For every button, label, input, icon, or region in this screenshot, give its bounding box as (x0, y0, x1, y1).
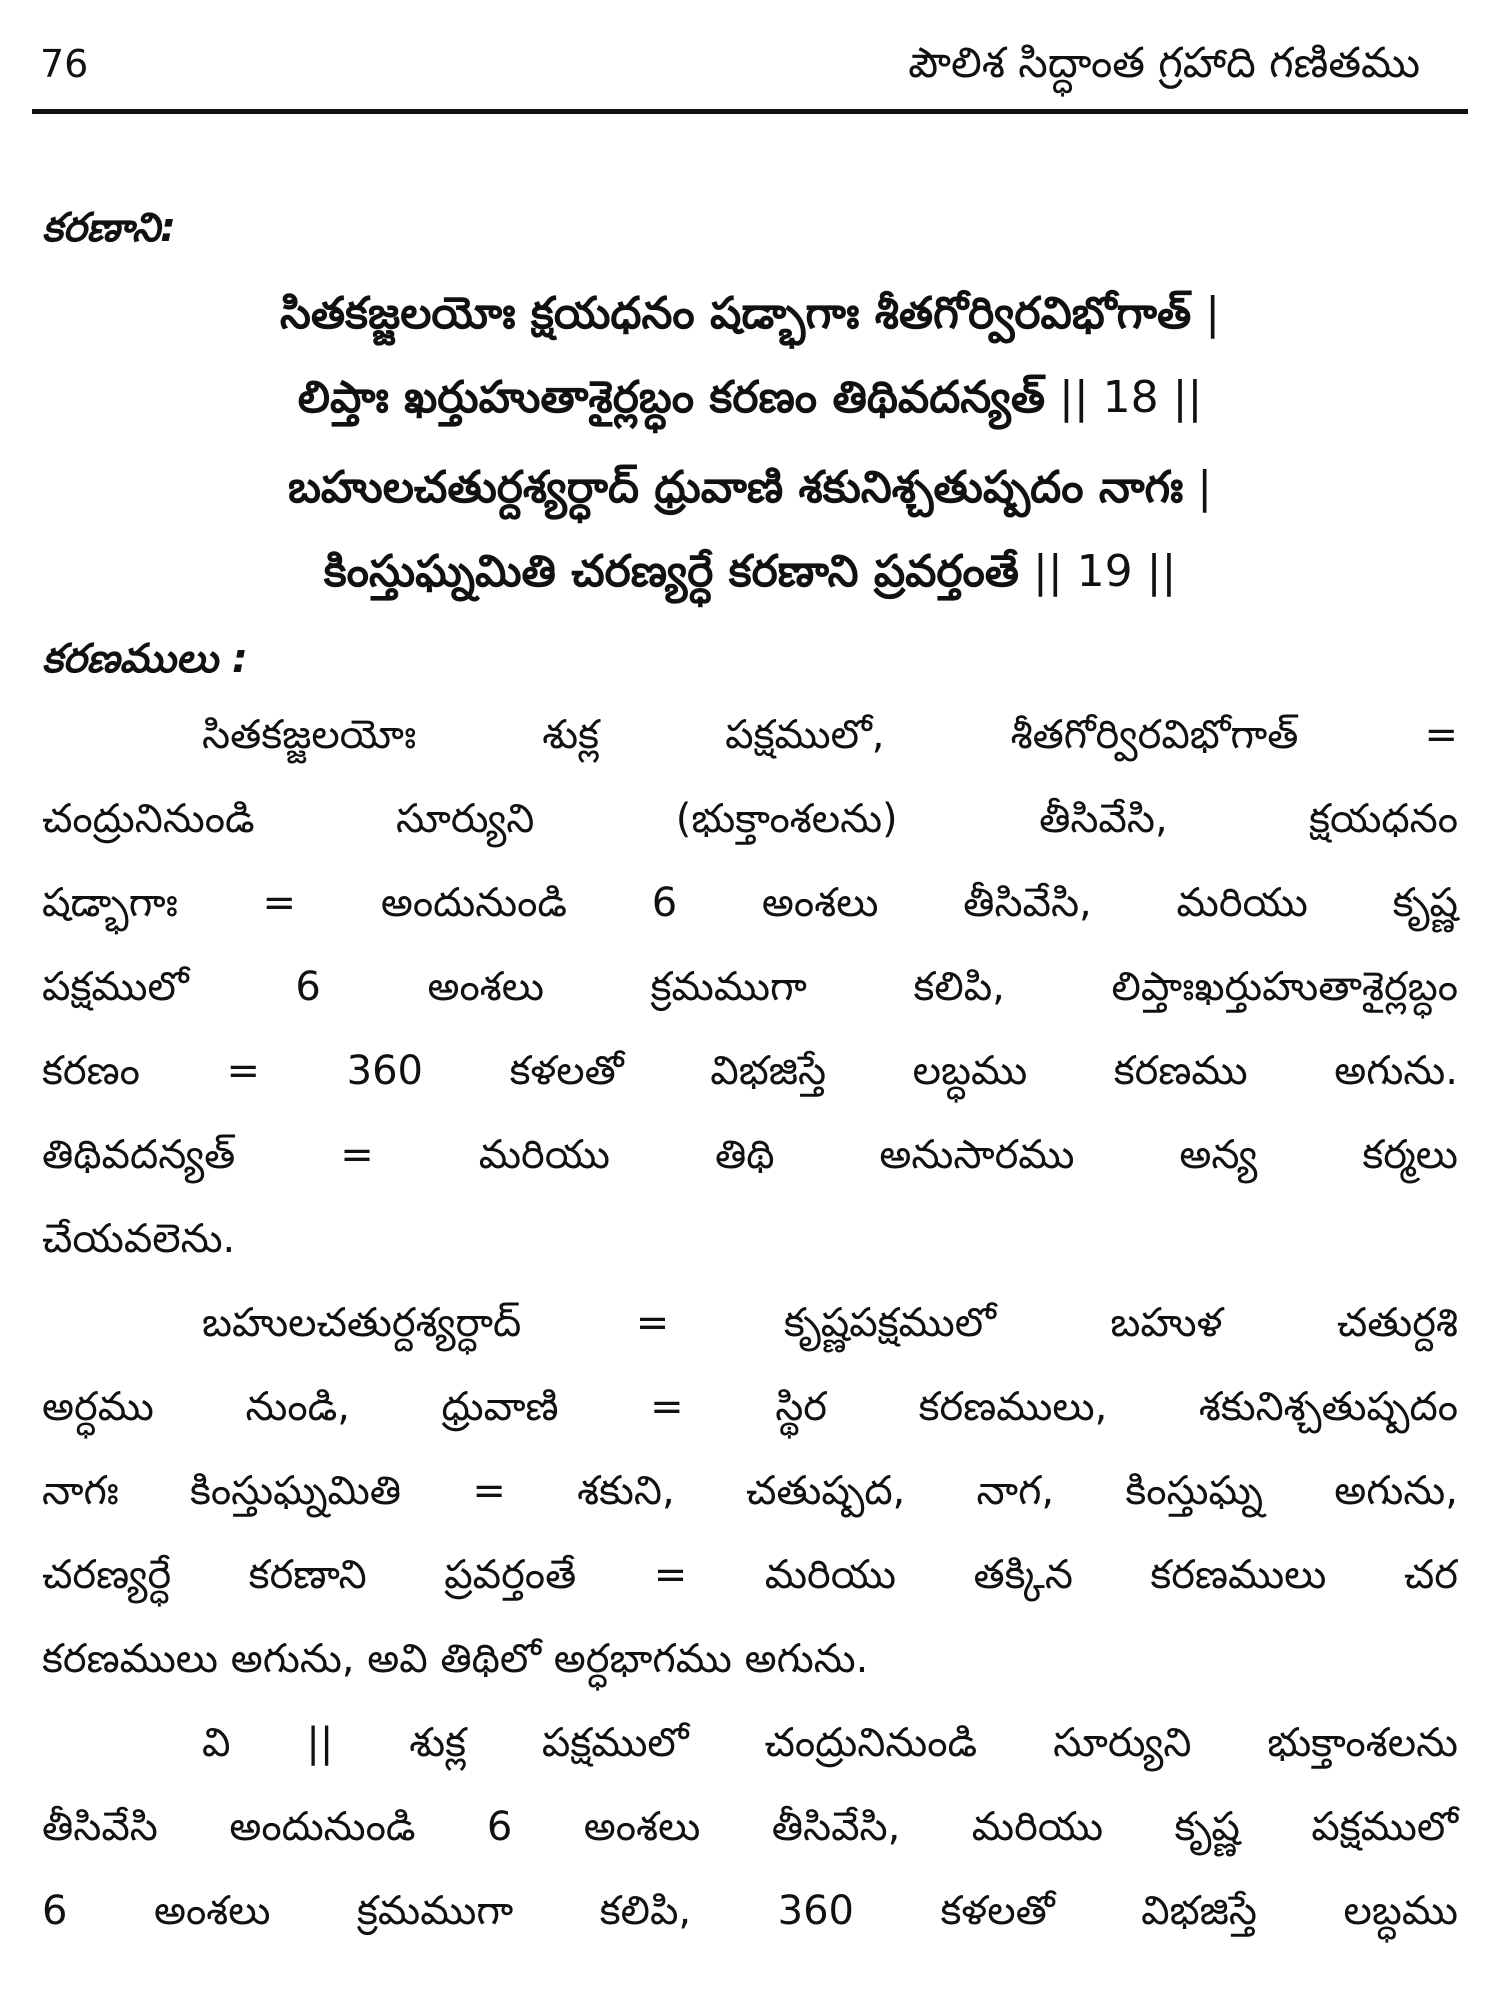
page-number: 76 (40, 42, 89, 86)
paragraph-line: వి || శుక్ల పక్షములో చంద్రునినుండి సూర్యుని భుక్తాంశలను (202, 1720, 1458, 1766)
paragraph-line: కరణములు అగును, అవి తిథిలో అర్ధభాగము అగును. (42, 1636, 869, 1682)
verse-mark: | (1191, 288, 1221, 339)
paragraph-line: షడ్భాగాః = అందునుండి 6 అంశలు తీసివేసి, మరియు కృష్ణ (42, 880, 1458, 926)
paragraph-line: చేయవలెను. (42, 1216, 236, 1262)
paragraph-line: బహులచతుర్దశ్యర్ధాద్ = కృష్ణపక్షములో బహుళ చతుర్దశి (202, 1300, 1458, 1346)
paragraph-line: తీసివేసి అందునుండి 6 అంశలు తీసివేసి, మరియు కృష్ణ పక్షములో (42, 1804, 1458, 1850)
header-rule (32, 109, 1468, 114)
section-heading-karanani: కరణాని: (42, 205, 177, 251)
paragraph-line: చరణ్యర్ధే కరణాని ప్రవర్తంతే = మరియు తక్కిన కరణములు చర (42, 1552, 1458, 1598)
paragraph-line: సితకజ్జలయోః శుక్ల పక్షములో, శీతగోర్విరవిభోగాత్ = (202, 712, 1458, 758)
verse-line (42, 462, 1458, 524)
paragraph-line: అర్ధము నుండి, ధ్రువాణి = స్థిర కరణములు, శకునిశ్చతుష్పదం (42, 1384, 1458, 1430)
paragraph-line: పక్షములో 6 అంశలు క్రమముగా కలిపి, లిప్తాఃఖర్తుహుతాశైర్లబ్ధం (42, 964, 1458, 1010)
paragraph-line: చంద్రునినుండి సూర్యుని (భుక్తాంశలను) తీసివేసి, క్షయధనం (42, 796, 1458, 842)
page-header (32, 28, 1468, 114)
paragraph-line: 6 అంశలు క్రమముగా కలిపి, 360 కళలతో విభజిస్తే లబ్ధము (42, 1888, 1458, 1934)
verse-text: సితకజ్జలయోః క్షయధనం షడ్భాగాః శీతగోర్విరవిభోగాత్ (279, 288, 1192, 339)
paragraph-line: కరణం = 360 కళలతో విభజిస్తే లబ్ధము కరణము అగును. (42, 1048, 1458, 1094)
verse-line (42, 288, 1458, 350)
section-heading-karanamulu: కరణములు : (42, 636, 248, 682)
verse-mark: | (1183, 462, 1213, 513)
verse-mark: || 18 || (1045, 372, 1203, 423)
book-title: పౌలిశ సిద్ధాంత గ్రహాది గణితము (908, 38, 1420, 87)
verse-line (42, 372, 1458, 434)
paragraph-line: తిథివదన్యత్ = మరియు తిథి అనుసారము అన్య కర్మలు (42, 1132, 1458, 1178)
verse-mark: || 19 || (1019, 546, 1177, 597)
paragraph-line: నాగః కింస్తుఘ్నమితి = శకుని, చతుష్పద, నాగ, కింస్తుఘ్న అగును, (42, 1468, 1458, 1514)
verse-line (42, 546, 1458, 608)
verse-text: కింస్తుఘ్నమితి చరణ్యర్ధే కరణాని ప్రవర్తంతే (323, 546, 1020, 597)
verse-text: బహులచతుర్దశ్యర్ధాద్ ధ్రువాణి శకునిశ్చతుష్పదం నాగః (287, 462, 1184, 513)
verse-text: లిప్తాః ఖర్తుహుతాశైర్లబ్ధం కరణం తిథివదన్యత్ (297, 372, 1046, 423)
